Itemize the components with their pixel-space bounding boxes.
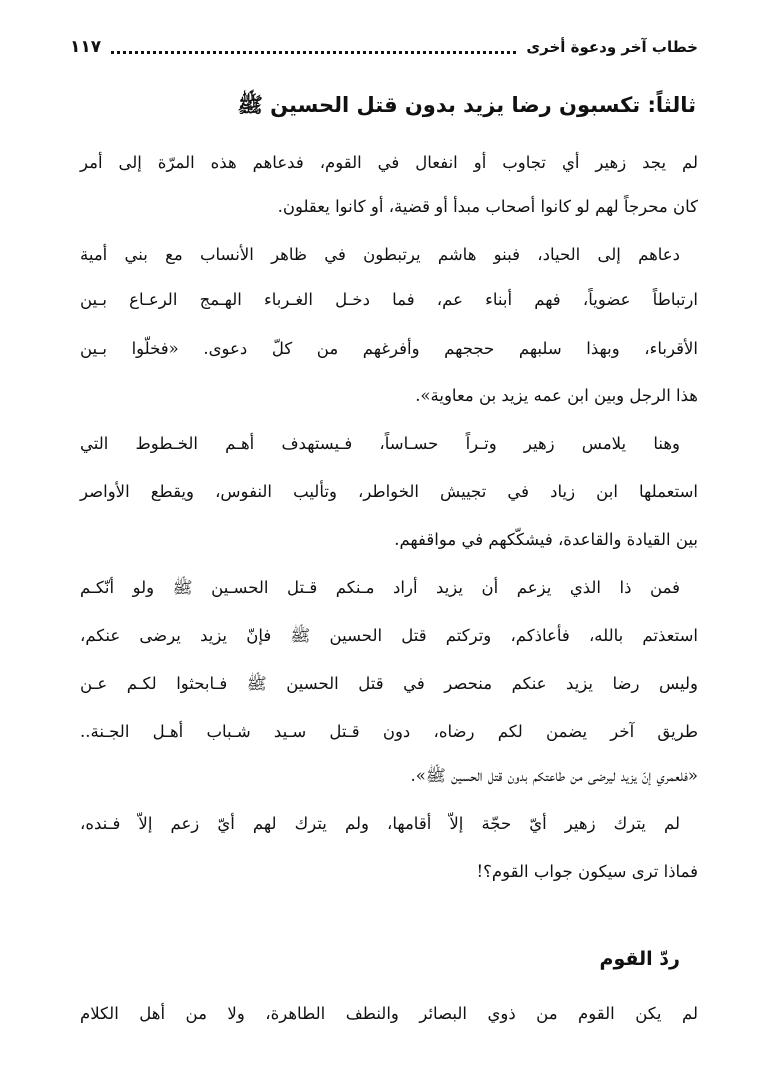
body-line: هذا الرجل وبين ابن عمه يزيد بن معاوية». xyxy=(415,386,698,405)
body-line: بين القيادة والقاعدة، فيشكّكهم في مواقفهم. xyxy=(394,530,698,549)
body-line: «فلعمري إنّ يزيد ليرضى من طاعتكم بدون قتل الحسين ﷺ». xyxy=(410,766,698,785)
body-line: طريق آخر يضمن لكم رضاه، دون قـتل سـيد شـباب أهـل الجـنة.. xyxy=(80,722,698,741)
body-line: لم يكن القوم من ذوي البصائر والنطف الطاهرة، ولا من أهل الكلام xyxy=(80,1004,698,1023)
body-line: وليس رضا يزيد عنكم منحصر في قتل الحسين ﷺ فـابحثوا لكـم عـن xyxy=(80,674,698,693)
body-line: وهنا يلامس زهير وتـراً حسـاساً، فـيستهدف أهـم الخـطوط التي xyxy=(80,434,680,453)
body-line: ارتباطاً عضوياً، فهم أبناء عم، فما دخـل الغـرباء الهـمج الرعـاع بـين xyxy=(80,290,698,309)
header-dot-leader xyxy=(111,49,516,54)
body-line: استعملها ابن زياد في تجييش الخواطر، وتأليب النفوس، ويقطع الأواصر xyxy=(80,482,698,501)
page-number: ١١٧ xyxy=(70,37,102,57)
body-line: لم يترك زهير أيّ حجّة إلاّ أقامها، ولم يترك لهم أيّ زعم إلاّ فـنده، xyxy=(80,814,680,833)
body-line: فماذا ترى سيكون جواب القوم؟! xyxy=(476,862,698,881)
body-line: فمن ذا الذي يزعم أن يزيد أراد مـنكم قـتل الحسـين ﷺ ولو أنّكـم xyxy=(80,578,680,597)
running-header xyxy=(70,32,698,62)
body-line: استعذتم بالله، فأعاذكم، وتركتم قتل الحسين ﷺ فإنّ يزيد يرضى عنكم، xyxy=(80,626,698,645)
body-line: دعاهم إلى الحياد، فبنو هاشم يرتبطون في ظاهر الأنساب مع بني أمية xyxy=(80,245,680,264)
body-line: الأقرباء، وبهذا سلبهم حججهم وأفرغهم من كلّ دعوى. «فخلّوا بـين xyxy=(80,339,698,358)
body-line: لم يجد زهير أي تجاوب أو انفعال في القوم، فدعاهم هذه المرّة إلى أمر xyxy=(80,153,698,172)
sub-heading: ردّ القوم xyxy=(599,948,680,970)
chapter-title: خطاب آخر ودعوة أخرى xyxy=(526,38,698,56)
section-heading: ثالثاً: تكسبون رضا يزيد بدون قتل الحسين ﷺ xyxy=(237,93,696,117)
body-line: كان محرجاً لهم لو كانوا أصحاب مبدأ أو قضية، أو كانوا يعقلون. xyxy=(277,197,698,216)
